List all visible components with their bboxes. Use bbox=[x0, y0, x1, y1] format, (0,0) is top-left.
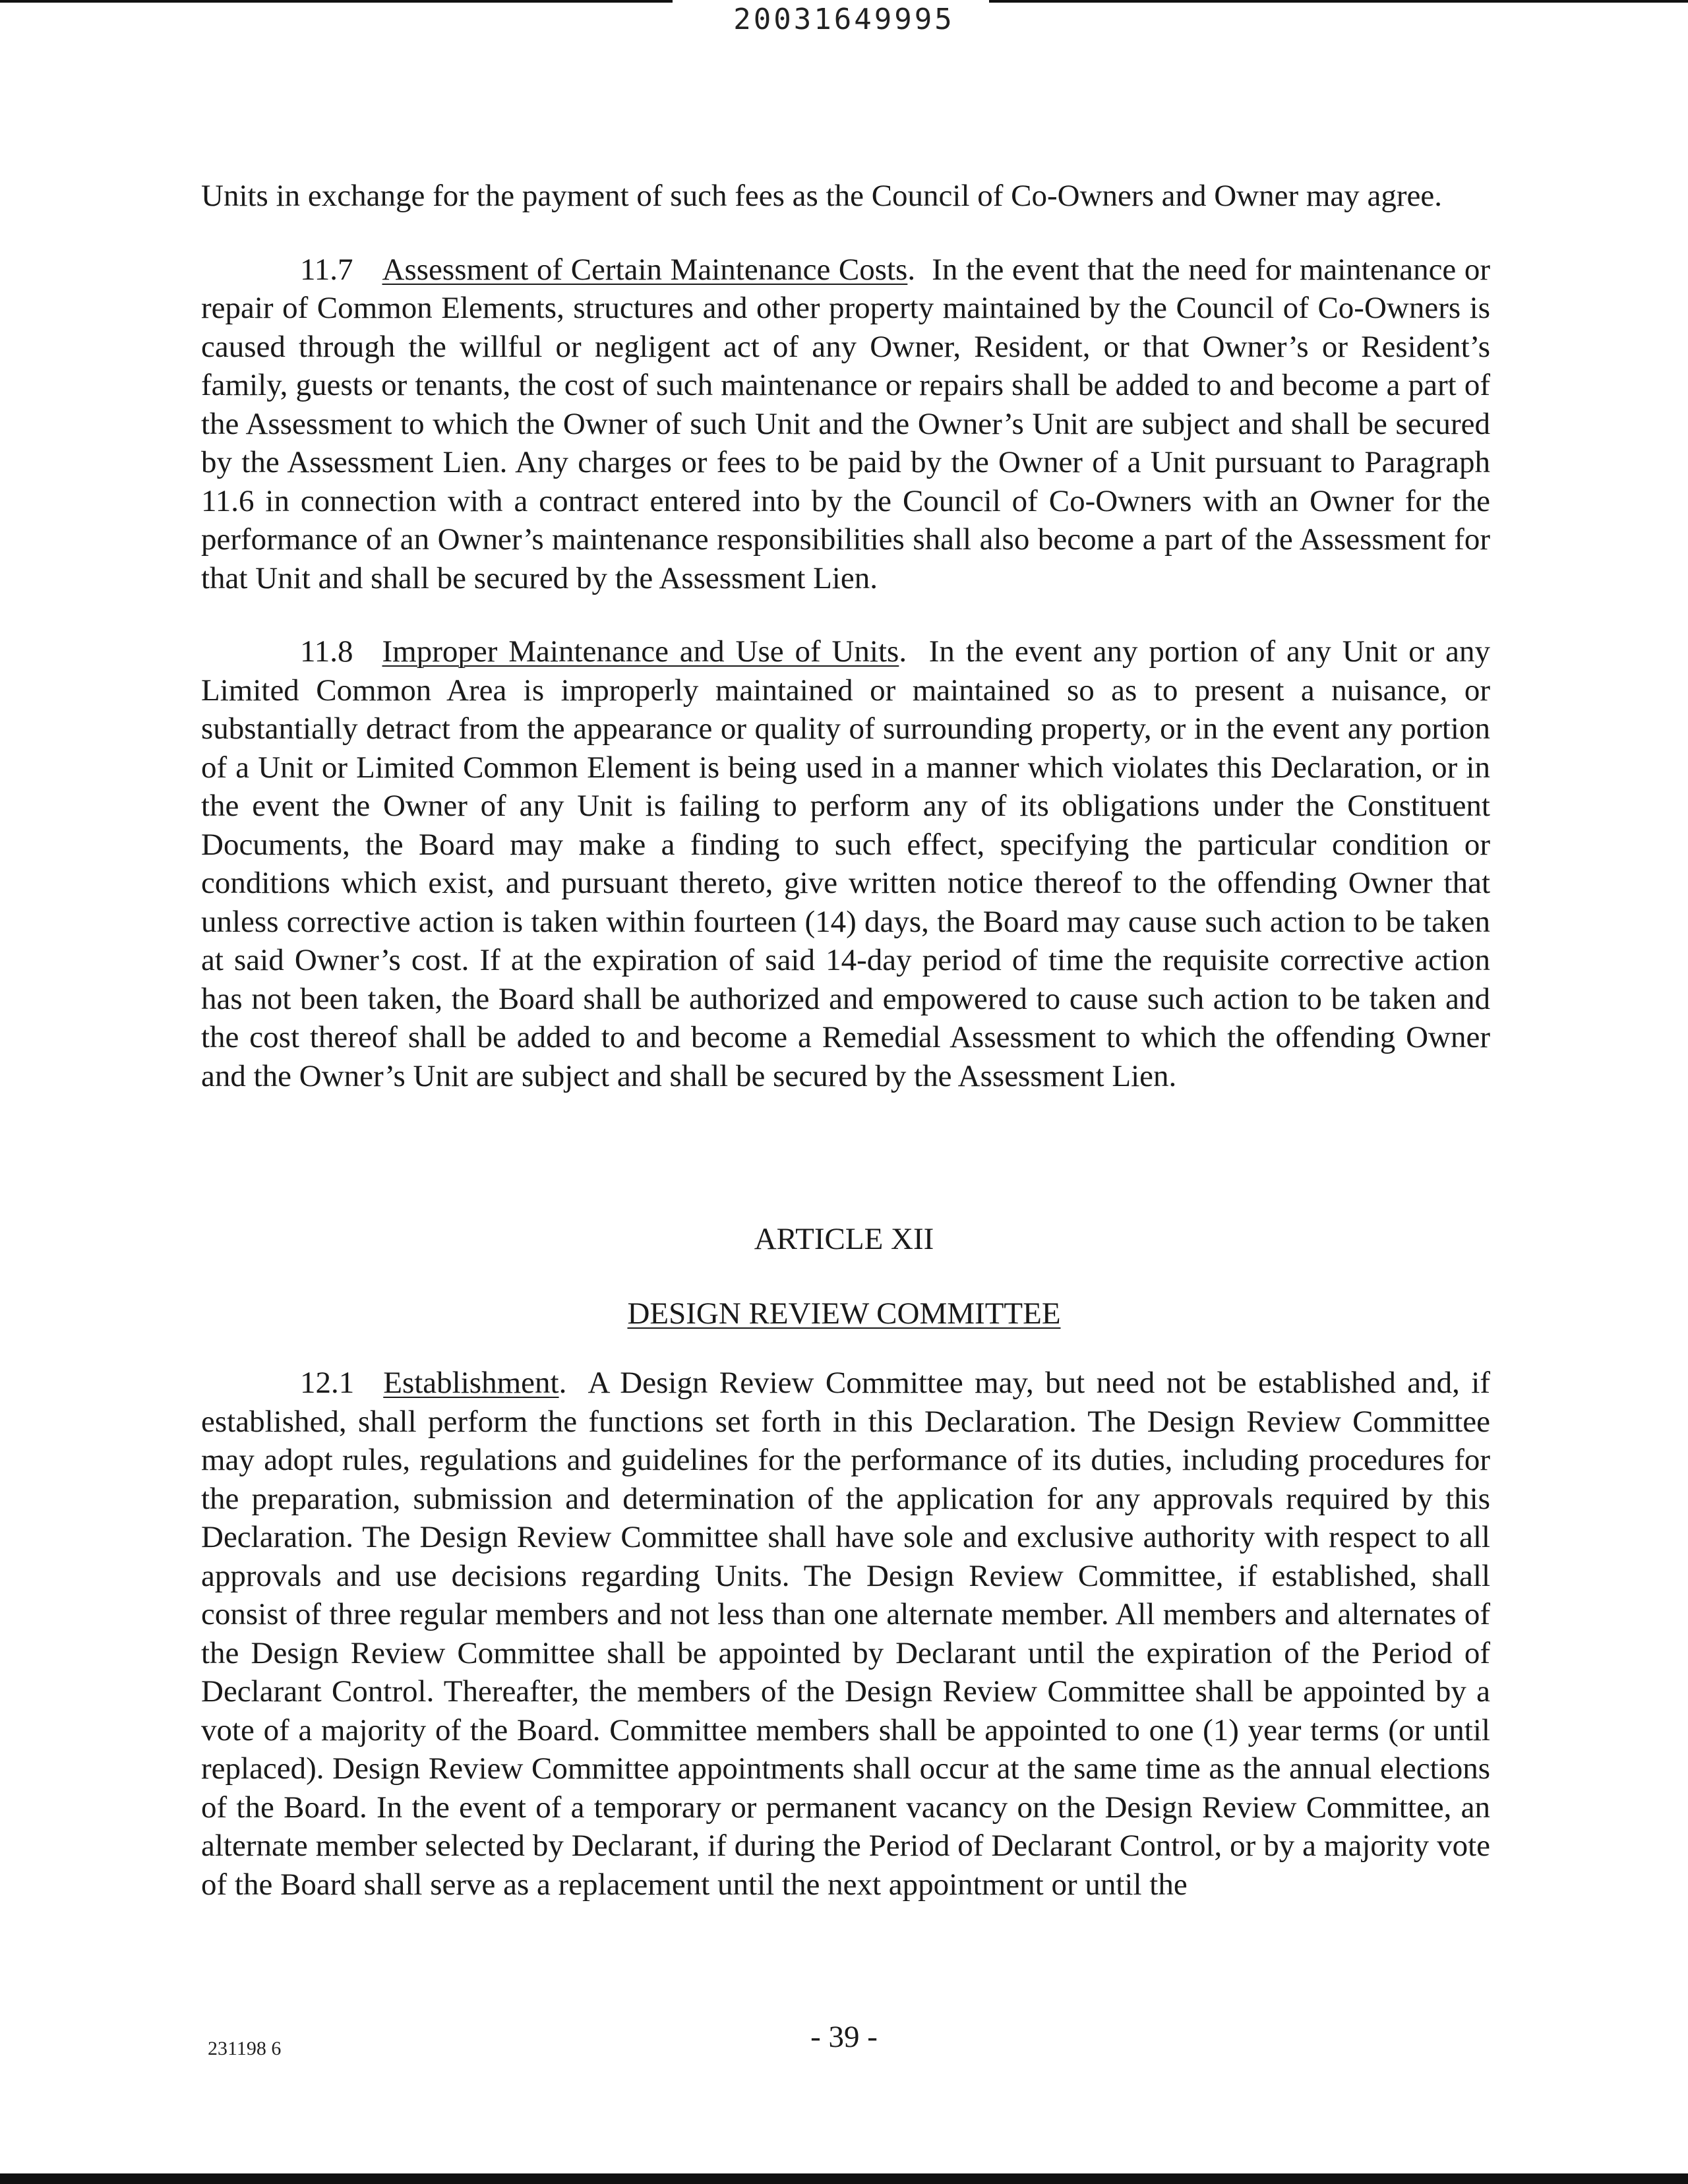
bottom-border bbox=[0, 2173, 1688, 2184]
title-period: . bbox=[558, 1366, 588, 1400]
paragraph-number: 11.7 bbox=[300, 252, 353, 287]
paragraph-body: In the event that the need for maintenance or repair of Common Elements, structures and other property maintained by the Council of Co-Owners is caused through the willful or negligent act of any Owner, Resident, or that Owner’s or Resident’s family, guests or tenants, the cost of such maintenance or repairs shall be added to and become a part of the Assessment to which the Owner of such Unit and the Owner’s Unit are subject and shall be secured by the Assessment Lien. Any charges or fees to be paid by the Owner of a Unit pursuant to Paragraph 11.6 in connection with a contract entered into by the Council of Co-Owners with an Owner for the performance of an Owner’s maintenance responsibilities shall also become a part of the Assessment for that Unit and shall be secured by the Assessment Lien. bbox=[201, 252, 1490, 595]
paragraph-number: 11.8 bbox=[300, 634, 353, 669]
article-title bbox=[0, 1296, 1688, 1331]
document-code: 231198 6 bbox=[208, 2038, 282, 2059]
title-period: . bbox=[907, 252, 932, 287]
paragraph-12-1 bbox=[201, 1364, 1490, 1904]
document-id-stamp: 20031649995 bbox=[733, 3, 955, 36]
article-title-text: DESIGN REVIEW COMMITTEE bbox=[627, 1296, 1061, 1331]
paragraph-title: Assessment of Certain Maintenance Costs bbox=[382, 252, 908, 287]
paragraph-title: Establishment bbox=[383, 1366, 559, 1400]
paragraph-body: In the event any portion of any Unit or any Limited Common Area is improperly maintained or maintained so as to present a nuisance, or substantially detract from the appearance or quality of surrounding property, or in the event any portion of a Unit or Limited Common Element is being used in a manner which violates this Declaration, or in the event the Owner of any Unit is failing to perform any of its obligations under the Constituent Documents, the Board may make a finding to such effect, specifying the particular condition or conditions which exist, and pursuant thereto, give written notice thereof to the offending Owner that unless corrective action is taken within fourteen (14) days, the Board may cause such action to be taken at said Owner’s cost. If at the expiration of said 14-day period of time the requisite corrective action has not been taken, the Board shall be authorized and empowered to cause such action to be taken and the cost thereof shall be added to and become a Remedial Assessment to which the offending Owner and the Owner’s Unit are subject and shall be secured by the Assessment Lien. bbox=[201, 634, 1490, 1093]
paragraph-body: A Design Review Committee may, but need not be established and, if established, shall perform the functions set forth in this Declaration. The Design Review Committee may adopt rules, regulations and guidelines for the performance of its duties, including procedures for the preparation, submission and determination of the application for any approvals required by this Declaration. The Design Review Committee shall have sole and exclusive authority with respect to all approvals and use decisions regarding Units. The Design Review Committee, if established, shall consist of three regular members and not less than one alternate member. All members and alternates of the Design Review Committee shall be appointed by Declarant until the expiration of the Period of Declarant Control. Thereafter, the members of the Design Review Committee shall be appointed by a vote of a majority of the Board. Committee members shall be appointed to one (1) year terms (or until replaced). Design Review Committee appointments shall occur at the same time as the annual elections of the Board. In the event of a temporary or permanent vacancy on the Design Review Committee, an alternate member selected by Declarant, if during the Period of Declarant Control, or by a majority vote of the Board shall serve as a replacement until the next appointment or until the bbox=[201, 1366, 1490, 1902]
title-period: . bbox=[899, 634, 929, 669]
section-11-text bbox=[201, 177, 1490, 1095]
paragraph-11-8 bbox=[201, 632, 1490, 1095]
paragraph-title: Improper Maintenance and Use of Units bbox=[382, 634, 899, 669]
paragraph-number: 12.1 bbox=[300, 1366, 355, 1400]
paragraph-11-7 bbox=[201, 251, 1490, 598]
page-number: - 39 - bbox=[810, 2020, 878, 2054]
section-12-text bbox=[201, 1364, 1490, 1904]
article-heading: ARTICLE XII bbox=[754, 1222, 934, 1256]
continuation-paragraph: Units in exchange for the payment of such fees as the Council of Co-Owners and Owner may agree. bbox=[201, 179, 1443, 213]
